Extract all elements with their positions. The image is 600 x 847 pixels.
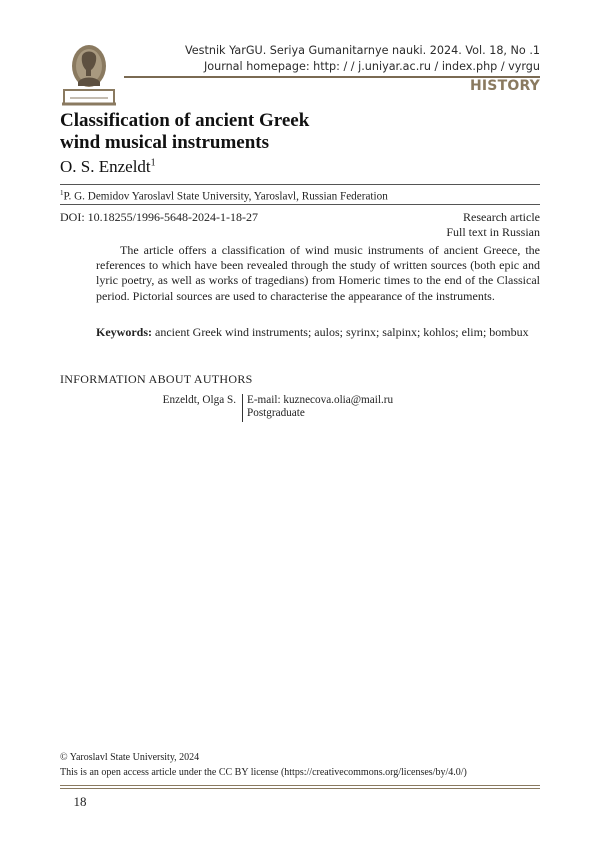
author-name xyxy=(60,157,156,177)
section-label: HISTORY xyxy=(469,78,540,94)
affiliation-superscript: 1 xyxy=(60,189,64,197)
abstract: The article offers a classification of wind music instruments of ancient Greece, the references to which have been revealed through the study of written sources (both epic and lyric poetry, as well as works of tragedians) from Homeric times to the end of the Classical period. Pictorial sources are used to characterise the appearance of the instruments. xyxy=(96,243,540,303)
author-text: O. S. Enzeldt xyxy=(60,157,151,176)
copyright: © Yaroslavl State University, 2024 xyxy=(60,752,200,763)
doi[interactable]: DOI: 10.18255/1996-5648-2024-1-18-27 xyxy=(60,210,258,224)
title-line-1: Classification of ancient Greek xyxy=(60,110,310,131)
author-superscript: 1 xyxy=(150,157,156,169)
affiliation xyxy=(60,189,540,203)
author-info-status: Postgraduate xyxy=(247,407,305,419)
affiliation-text: P. G. Demidov Yaroslavl State University, Yaroslavl, Russian Federation xyxy=(63,190,388,203)
bust-portrait-emblem-icon xyxy=(60,42,118,108)
footer-rule-top xyxy=(60,785,540,786)
author-info-name: Enzeldt, Olga S. xyxy=(162,394,236,406)
keywords xyxy=(96,325,540,340)
article-title xyxy=(60,110,480,154)
footer-rule-bottom xyxy=(60,788,540,789)
author-info-divider xyxy=(242,394,243,422)
author-info-email[interactable]: E-mail: kuznecova.olia@mail.ru xyxy=(247,394,394,406)
journal-logo xyxy=(60,42,118,108)
keywords-label: Keywords: xyxy=(96,325,152,339)
keywords-list: ancient Greek wind instruments; aulos; syrinx; salpinx; kohlos; elim; bombux xyxy=(152,325,529,339)
affiliation-bottom-rule xyxy=(60,204,540,205)
authors-info-heading: INFORMATION ABOUT AUTHORS xyxy=(60,372,253,386)
journal-homepage: Journal homepage: http: / / j.uniyar.ac.ru / index.php / vyrgu xyxy=(203,60,540,73)
fulltext-language: Full text in Russian xyxy=(446,225,540,239)
title-line-2: wind musical instruments xyxy=(60,132,270,153)
affiliation-top-rule xyxy=(60,184,540,185)
article-type: Research article xyxy=(463,210,540,224)
page-number: 18 xyxy=(73,794,87,809)
journal-citation: Vestnik YarGU. Seriya Gumanitarnye nauki. 2024. Vol. 18, No .1 xyxy=(184,44,540,57)
license-note[interactable]: This is an open access article under the CC BY license (https://creativecommons.org/licenses/by/4.0/) xyxy=(60,767,467,778)
